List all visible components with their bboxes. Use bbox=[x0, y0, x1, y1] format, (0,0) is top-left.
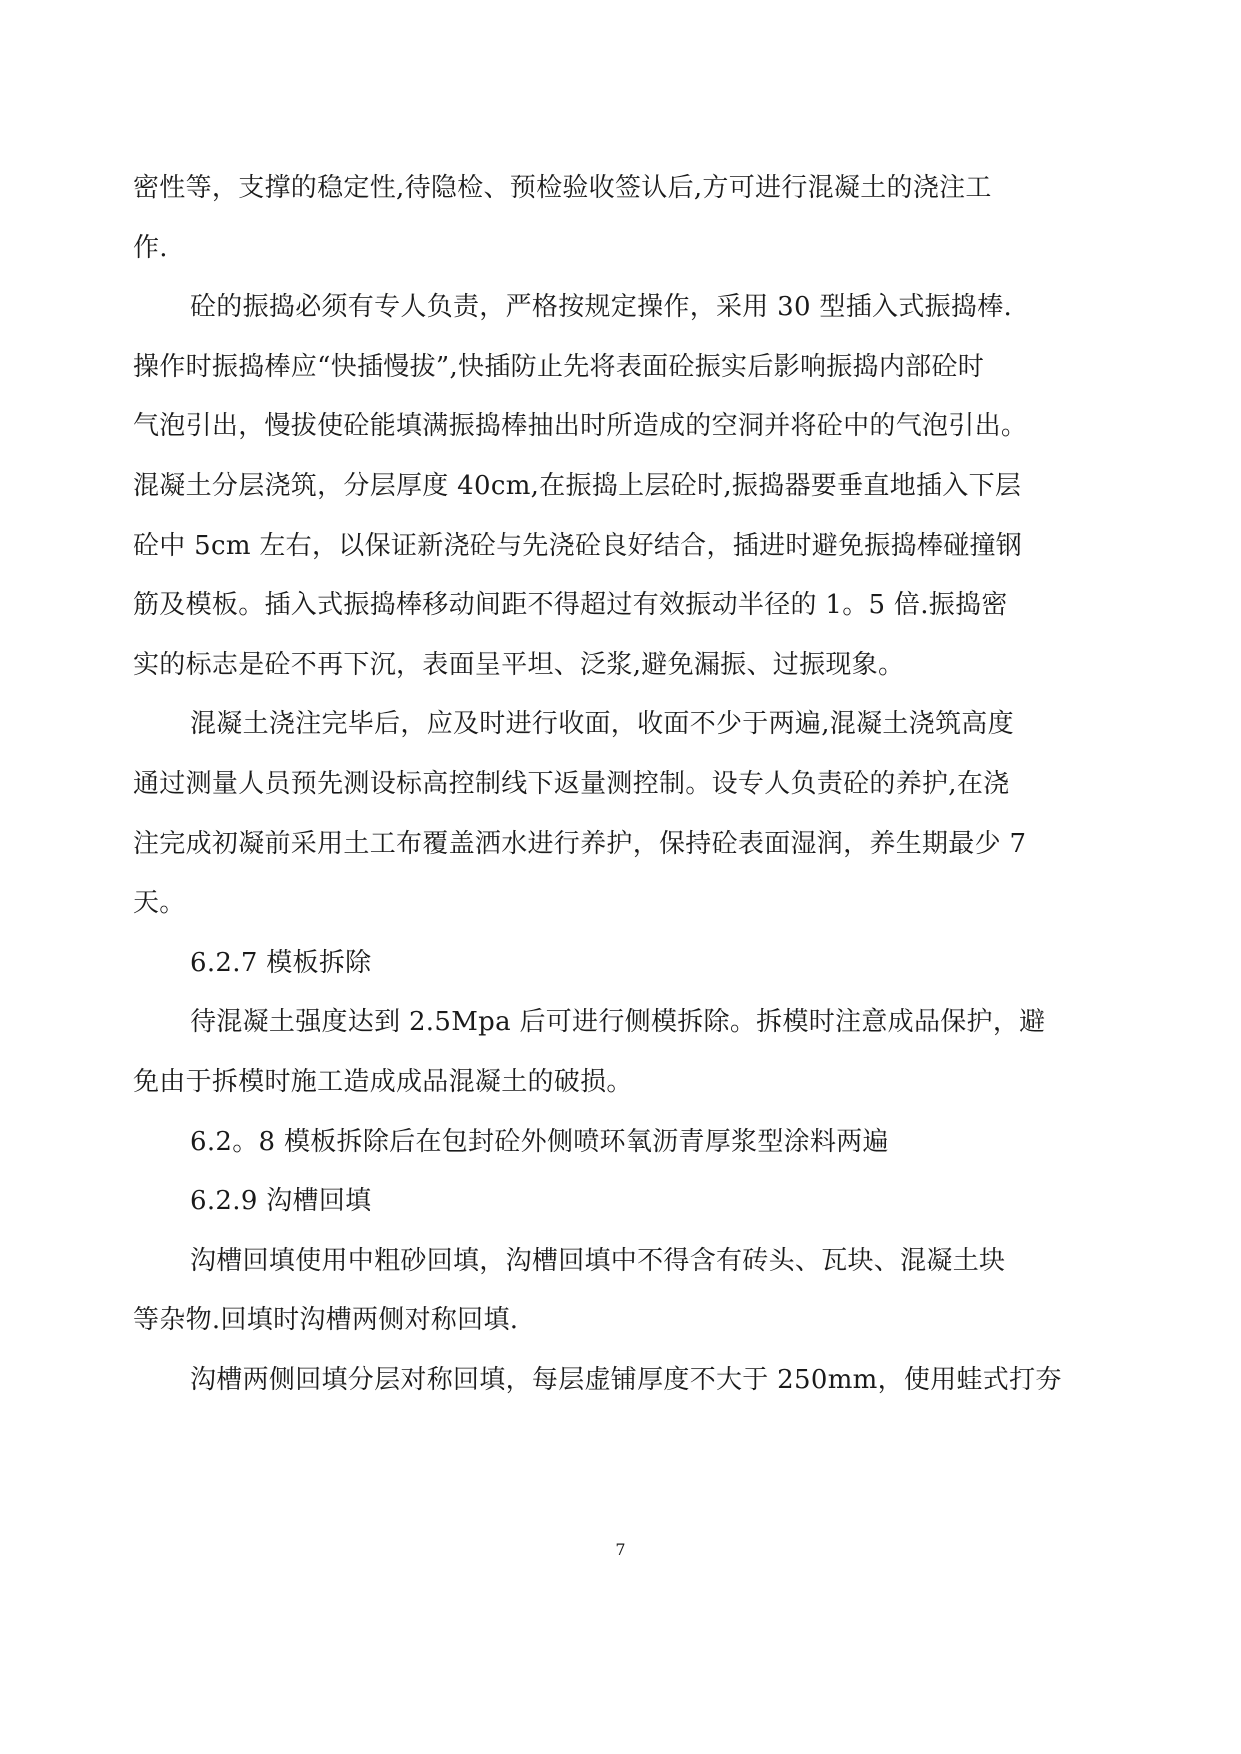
page-number: 7 bbox=[615, 1540, 626, 1559]
section-heading: 6.2.9 沟槽回填 bbox=[190, 1186, 372, 1217]
section-heading: 6.2.7 模板拆除 bbox=[190, 947, 372, 978]
text-line: 砼中 5cm 左右，以保证新浇砼与先浇砼良好结合，插进时避免振捣棒碰撞钢 bbox=[133, 530, 1023, 561]
text-line: 天。 bbox=[133, 888, 186, 919]
text-line: 气泡引出，慢拔使砼能填满振捣棒抽出时所造成的空洞并将砼中的气泡引出。 bbox=[133, 411, 1028, 442]
section-heading: 6.2。8 模板拆除后在包封砼外侧喷环氧沥青厚浆型涂料两遍 bbox=[190, 1126, 889, 1157]
text-line: 筋及模板。插入式振捣棒移动间距不得超过有效振动半径的 1。5 倍.振捣密 bbox=[133, 590, 1008, 621]
text-line: 作. bbox=[133, 232, 168, 263]
text-line: 等杂物.回填时沟槽两侧对称回填. bbox=[133, 1305, 519, 1336]
text-line: 密性等，支撑的稳定性,待隐检、预检验收签认后,方可进行混凝土的浇注工 bbox=[133, 173, 992, 203]
text-line: 免由于拆模时施工造成成品混凝土的破损。 bbox=[133, 1066, 633, 1097]
text-line: 通过测量人员预先测设标高控制线下返量测控制。设专人负责砼的养护,在浇 bbox=[133, 768, 1010, 799]
text-line: 待混凝土强度达到 2.5Mpa 后可进行侧模拆除。拆模时注意成品保护，避 bbox=[190, 1007, 1046, 1038]
text-line: 操作时振捣棒应“快插慢拔”,快插防止先将表面砼振实后影响振捣内部砼时 bbox=[133, 351, 985, 382]
text-line: 混凝土分层浇筑，分层厚度 40cm,在振捣上层砼时,振捣器要垂直地插入下层 bbox=[133, 470, 1022, 501]
text-line: 沟槽两侧回填分层对称回填，每层虚铺厚度不大于 250mm，使用蛙式打夯 bbox=[190, 1364, 1062, 1395]
text-line: 实的标志是砼不再下沉，表面呈平坦、泛浆,避免漏振、过振现象。 bbox=[133, 649, 905, 680]
text-line: 沟槽回填使用中粗砂回填，沟槽回填中不得含有砖头、瓦块、混凝土块 bbox=[190, 1245, 1006, 1276]
body-text bbox=[133, 159, 1108, 1410]
text-line: 砼的振捣必须有专人负责，严格按规定操作，采用 30 型插入式振捣棒. bbox=[190, 292, 1013, 323]
text-line: 注完成初凝前采用土工布覆盖洒水进行养护，保持砼表面湿润，养生期最少 7 bbox=[133, 828, 1027, 859]
text-line: 混凝土浇注完毕后，应及时进行收面，收面不少于两遍,混凝土浇筑高度 bbox=[190, 709, 1014, 740]
